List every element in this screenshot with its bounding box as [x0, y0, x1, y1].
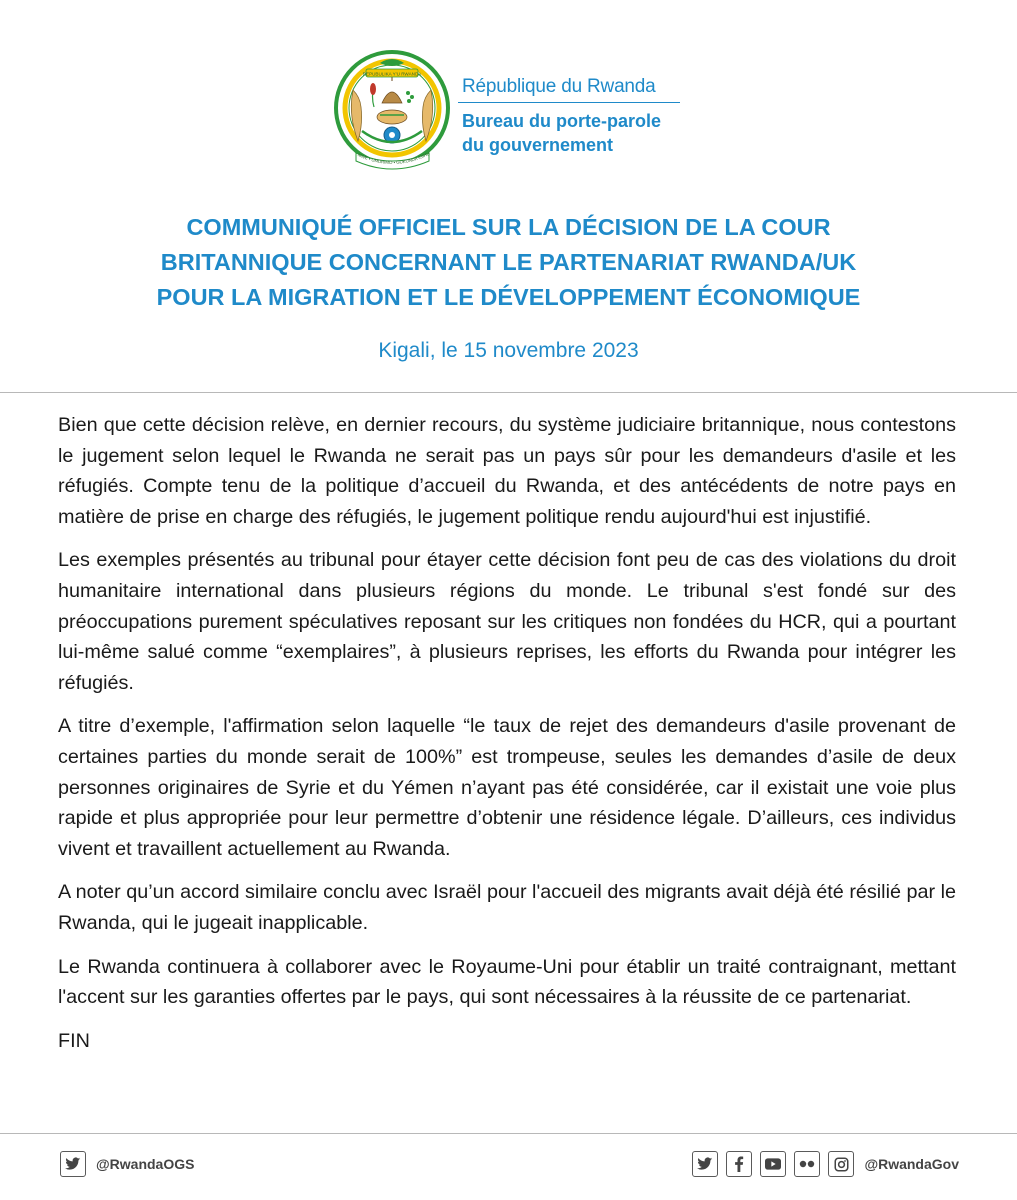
flickr-icon[interactable]	[794, 1151, 820, 1177]
footer-right-social	[692, 1151, 959, 1177]
paragraph-5: Le Rwanda continuera à collaborer avec le Royaume-Uni pour établir un traité contraignant, mettant l'accent sur les garanties offertes par le pays, qui sont nécessaires à la réussite de ce partenariat.	[58, 955, 956, 1009]
paragraph-1: Bien que cette décision relève, en dernier recours, du système judiciaire britannique, nous contestons le jugement selon lequel le Rwanda ne serait pas un pays sûr pour les demandeurs d'asile et les réfugiés. Compte tenu de la politique d’accueil du Rwanda, et des antécédents de notre pays en matière de prise en charge des réfugiés, le jugement politique rendu aujourd'hui est injustifié.	[58, 414, 956, 528]
footer-left-social	[60, 1151, 194, 1177]
paragraph-4: A noter qu’un accord similaire conclu avec Israël pour l'accueil des migrants avait déjà été résilié par le Rwanda, qui le jugeait inapplicable.	[58, 881, 956, 934]
paragraph-2: Les exemples présentés au tribunal pour étayer cette décision font peu de cas des violations du droit humanitaire international dans plusieurs régions du monde. Le tribunal s'est fondé sur des préoccupations purement spéculatives reposant sur les critiques non fondées du HCR, qui a pourtant lui-même salué comme “exemplaires”, à plusieurs reprises, les efforts du Rwanda pour intégrer les réfugiés.	[58, 549, 956, 694]
header-divider	[458, 102, 680, 103]
title-line-1: COMMUNIQUÉ OFFICIEL SUR LA DÉCISION DE LA COUR	[186, 214, 831, 240]
dateline: Kigali, le 15 novembre 2023	[378, 339, 639, 362]
seal-top-text: REPUBULIKA Y'U RWANDA	[362, 71, 422, 77]
youtube-icon[interactable]	[760, 1151, 786, 1177]
seal-bottom-text: MWE • UMURIMO • GUKUNDA IGIHU	[356, 150, 431, 166]
top-divider	[0, 392, 1017, 393]
facebook-icon[interactable]	[726, 1151, 752, 1177]
national-seal-logo	[330, 45, 455, 180]
title-line-2: BRITANNIQUE CONCERNANT LE PARTENARIAT RWANDA/UK	[160, 249, 857, 275]
paragraph-3: A titre d’exemple, l'affirmation selon laquelle “le taux de rejet des demandeurs d'asile provenant de certaines parties du monde serait de 100%” est trompeuse, seules les demandes d’asile de deux personnes originaires de Syrie et du Yémen n’ayant pas été considérée, car il existait une voie plus rapide et plus appropriée pour leur permettre d’obtenir une résidence légale. D’ailleurs, ces individus vivent et travaillent actuellement au Rwanda.	[58, 715, 956, 860]
footer-left-handle[interactable]: @RwandaOGS	[96, 1156, 195, 1172]
country-name: République du Rwanda	[462, 76, 656, 97]
bureau-name-line1: Bureau du porte-parole	[462, 111, 662, 131]
instagram-icon[interactable]	[828, 1151, 854, 1177]
bottom-divider	[0, 1133, 1017, 1134]
organization-block	[462, 76, 680, 157]
title-line-3: POUR LA MIGRATION ET LE DÉVELOPPEMENT ÉCONOMIQUE	[156, 284, 861, 310]
footer-right-handle[interactable]: @RwandaGov	[864, 1156, 959, 1172]
communique-title	[40, 210, 977, 315]
twitter-icon[interactable]	[692, 1151, 718, 1177]
closing-fin: FIN	[58, 1029, 90, 1052]
twitter-icon[interactable]	[60, 1151, 86, 1177]
communique-body	[58, 410, 956, 1069]
bureau-name-line2: du gouvernement	[462, 135, 614, 155]
